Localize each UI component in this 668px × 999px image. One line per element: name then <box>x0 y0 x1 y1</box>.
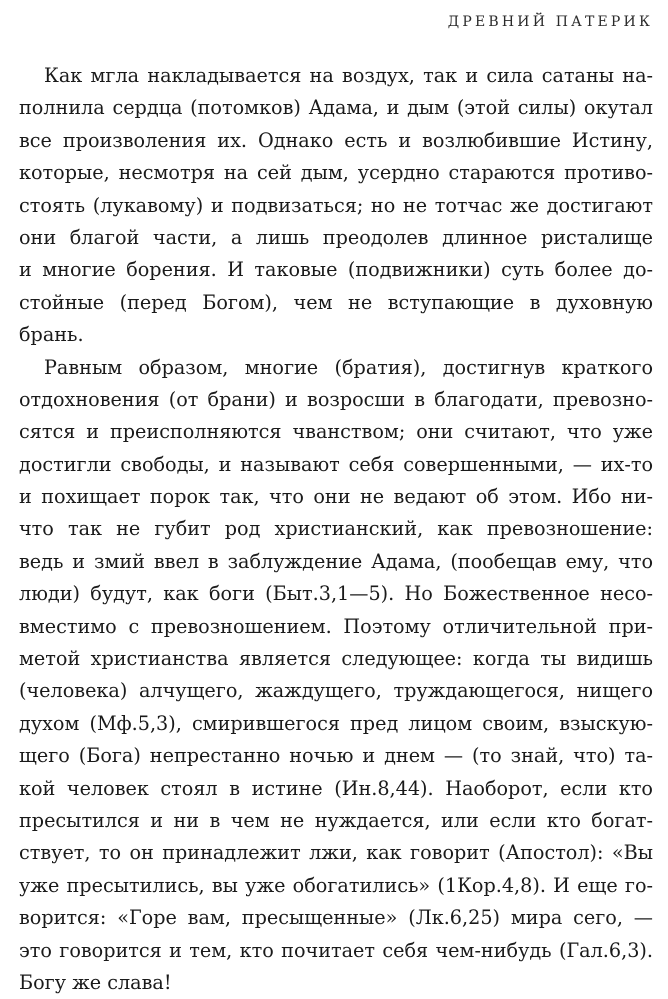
running-head: ДРЕВНИЙ ПАТЕРИК <box>447 14 653 30</box>
text-line: и похищает порок так, что они не ведают об этом. Ибо ни- <box>19 485 653 509</box>
text-line: (человека) алчущего, жаждущего, труждающегося, нищего <box>19 679 653 703</box>
book-page <box>19 0 653 994</box>
text-line: уже пресытились, вы уже обогатились» (1Кор.4,8). И еще го- <box>19 873 653 897</box>
text-line: они благой части, а лишь преодолев длинное ристалище <box>19 225 653 249</box>
text-line: которые, несмотря на сей дым, усердно стараются противо- <box>19 161 653 185</box>
text-line: и многие борения. И таковые (подвижники) суть более до- <box>19 258 653 282</box>
text-line: люди) будут, как боги (Быт.3,1—5). Но Божественное несо- <box>19 582 653 606</box>
text-line: ствует, то он принадлежит лжи, как говорит (Апостол): «Вы <box>19 841 653 865</box>
text-line: брань. <box>19 323 84 347</box>
text-line: метой христианства является следующее: когда ты видишь <box>19 647 653 671</box>
text-line: сятся и преисполняются чванством; они считают, что уже <box>19 420 653 444</box>
text-line: кой человек стоял в истине (Ин.8,44). Наоборот, если кто <box>19 776 653 800</box>
text-line: Равным образом, многие (братия), достигнув краткого <box>44 355 653 379</box>
text-line: это говорится и тем, кто почитает себя чем-нибудь (Гал.6,3). <box>19 938 653 962</box>
text-line: отдохновения (от брани) и возросши в благодати, превозно- <box>19 387 653 411</box>
text-line: стойные (перед Богом), чем не вступающие в духовную <box>19 290 653 314</box>
text-line: щего (Бога) непрестанно ночью и днем — (то знай, что) та- <box>19 744 653 768</box>
body-text <box>19 60 653 999</box>
paragraph-2 <box>19 352 653 999</box>
paragraph-1 <box>19 60 653 352</box>
text-line: все произволения их. Однако есть и возлюбившие Истину, <box>19 128 653 152</box>
text-line: Как мгла накладывается на воздух, так и сила сатаны на- <box>44 64 653 87</box>
text-line: стоять (лукавому) и подвизаться; но не тотчас же достигают <box>19 193 653 217</box>
text-line: достигли свободы, и называют себя совершенными, — их-то <box>19 452 653 476</box>
text-line: вместимо с превозношением. Поэтому отличительной при- <box>19 614 653 638</box>
text-line: ворится: «Горе вам, пресыщенные» (Лк.6,25) мира сего, — <box>19 906 653 930</box>
text-line: ведь и змий ввел в заблуждение Адама, (пообещав ему, что <box>19 549 653 573</box>
text-line: пресытился и ни в чем не нуждается, или если кто богат- <box>19 808 653 832</box>
text-line: духом (Мф.5,3), смирившегося пред лицом своим, взыскую- <box>19 711 653 735</box>
text-line: что так не губит род христианский, как превозношение: <box>19 517 653 541</box>
text-line: полнила сердца (потомков) Адама, и дым (этой силы) окутал <box>19 96 653 120</box>
text-line: Богу же слава! <box>19 970 172 994</box>
